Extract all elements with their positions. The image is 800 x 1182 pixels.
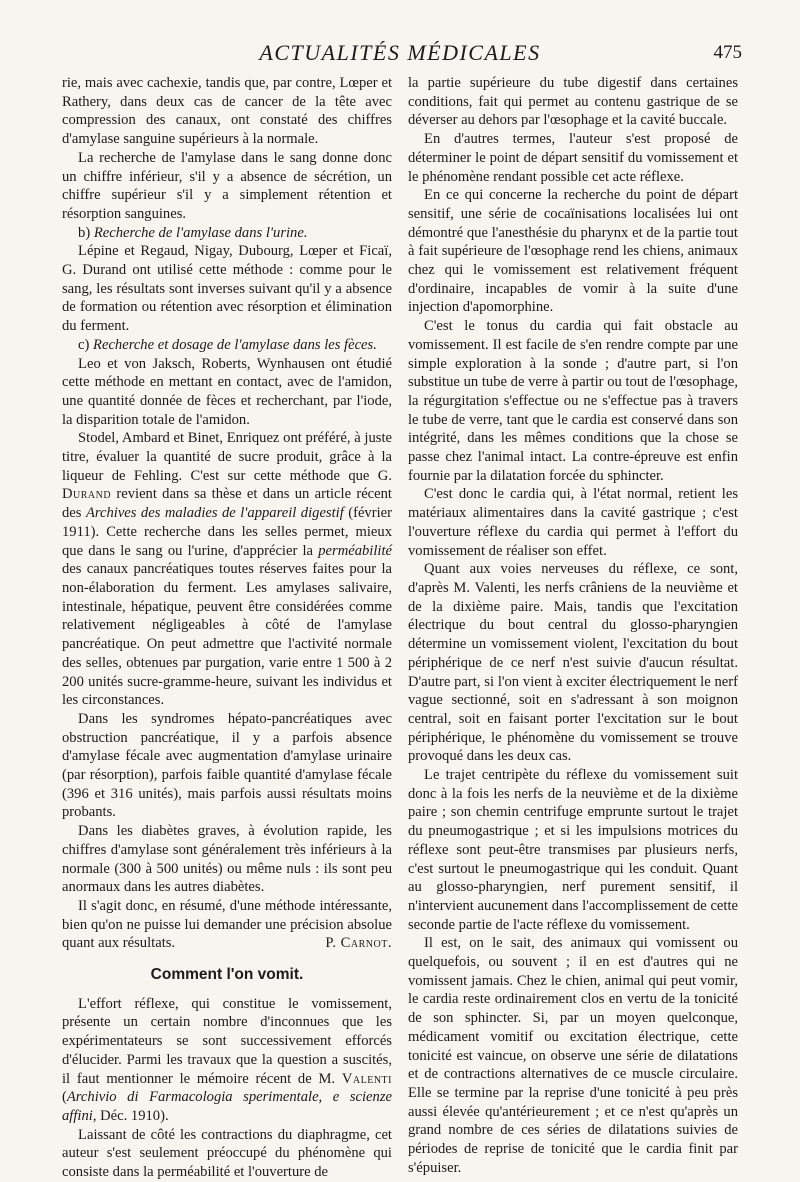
- emphasis: perméabilité: [318, 542, 392, 559]
- text-run: L'effort réflexe, qui constitue le vomissement, présente un certain nombre d'inconnues que les expérimentateurs se sont successivement efforcés d'élucider. Parmi les travaux que la question a suscités, il faut mentionner le mémoire récent de M.: [62, 995, 392, 1087]
- subsection-heading-c: [62, 336, 392, 355]
- right-column: [408, 74, 738, 1177]
- subsection-heading-b: [62, 224, 392, 243]
- subsection-label: c): [78, 336, 90, 353]
- paragraph: [62, 429, 392, 710]
- paragraph: Lépine et Regaud, Nigay, Dubourg, Lœper et Ficaï, G. Durand ont utilisé cette méthode : comme pour le sang, les résultats sont inverses suivant qu'il y a absence de formation ou rétention avec résorption et élimination du ferment.: [62, 243, 392, 335]
- text-run: , Déc. 1910).: [92, 1107, 169, 1124]
- paragraph: Il est, on le sait, des animaux qui vomissent ou quelquefois, ou souvent ; il en est d'autres qui ne vomissent jamais. Chez le chien, animal qui peut vomir, le cardia reste ordinairement clos en vertu de la tonicité de son sphincter. Si, par un moyen quelconque, médicament vomitif ou excitation électrique, cette tonicité est vaincue, on observe une série de dilatations et de contractions alternatives de ce muscle circulaire. Elle se termine par la reprise d'une tonicité à peu près aussi élevée qu'antérieurement ; et ce n'est qu'après un grand nombre de ces séries de dilatations suivies de périodes de reprise de tonicité que le cardia finit par s'épuiser.: [408, 935, 738, 1176]
- text-run: (: [62, 1089, 67, 1106]
- subsection-title: Recherche et dosage de l'amylase dans les fèces.: [93, 336, 377, 353]
- paragraph: [62, 995, 392, 1126]
- author-name: Durand: [62, 486, 112, 503]
- paragraph: Quant aux voies nerveuses du réflexe, ce sont, d'après M. Valenti, les nerfs crâniens de la neuvième et de la dixième paire. Mais, tandis que l'excitation électrique du bout central du glosso-pharyngien détermine un vomissement violent, l'excitation du bout périphérique de ce nerf n'est suivie d'aucun résultat. D'autre part, si l'on vient à exciter électriquement le nerf vague sectionné, soit en s'adressant à son moignon central, soit en faisant porter l'excitation sur le bout périphérique, le phénomène du vomissement se trouve provoqué dans les deux cas.: [408, 561, 738, 765]
- running-title: ACTUALITÉS MÉDICALES: [259, 40, 541, 65]
- paragraph: C'est le tonus du cardia qui fait obstacle au vomissement. Il est facile de s'en rendre compte par une simple exploration à la sonde ; d'autre part, si l'on substitue un tube de verre à partir ou tout de l'œsophage, la régurgitation s'effectue ou ne s'effectue pas à travers le tube de verre, tant que le cardia est conservé dans son intégrité, dans les mêmes conditions que la chose se passe chez l'animal intact. La contre-épreuve est enfin fournie par la dilatation forcée du sphincter.: [408, 318, 738, 484]
- text-run: Stodel, Ambard et Binet, Enriquez ont préféré, à juste titre, évaluer la quantité de sucre produit, grâce à la liqueur de Fehling. C'est sur cette méthode que G.: [62, 430, 392, 484]
- paragraph: rie, mais avec cachexie, tandis que, par contre, Lœper et Rathery, dans deux cas de cancer de la tête avec compression des canaux, ont constaté des chiffres d'amylase sanguine supérieurs à la normale.: [62, 75, 392, 148]
- text-run: revient dans sa thèse et dans un article récent des: [62, 486, 392, 522]
- page-number: 475: [713, 42, 742, 63]
- text-run: des canaux pancréatiques toutes réserves faites pour la non-élaboration du ferment. Les amylases salivaire, intestinale, hépatique, peuvent être considérées comme relativement négligeables à côté de l'amylase pancréatique. On peut admettre que l'activité normale des selles, obtenues par purgation, varie entre 1 500 à 2 200 unités sucre-gramme-heure, suivant les individus et les circonstances.: [62, 561, 392, 709]
- subsection-title: Recherche de l'amylase dans l'urine.: [93, 224, 308, 241]
- paragraph: Laissant de côté les contractions du diaphragme, cet auteur s'est seulement préoccupé du phénomène qui consiste dans la perméabilité et l'ouverture de: [62, 1126, 392, 1181]
- section-heading: Comment l'on vomit.: [150, 966, 304, 984]
- paragraph: Le trajet centripète du réflexe du vomissement suit donc à la fois les nerfs de la neuvième et de la dixième paire ; son chemin centrifuge emprunte surtout le trajet du pneumogastrique ; et si les impulsions motrices du réflexe sont peut-être transmises par plusieurs nerfs, c'est surtout le pneumogastrique qui les conduit. Quant au glosso-pharyngien, nerf purement sensitif, il n'intervient aucunement dans l'accomplissement de cette seconde partie de l'acte réflexe du vomissement.: [408, 767, 738, 933]
- author-name: Valenti: [341, 1070, 392, 1087]
- journal-title: Archives des maladies de l'appareil digestif: [85, 505, 344, 522]
- paragraph: Dans les diabètes graves, à évolution rapide, les chiffres d'amylase sont généralement très inférieurs à la normale (300 à 500 unités) ou même nuls : ils sont peu anormaux dans les autres diabètes.: [62, 823, 392, 896]
- text-run: (février 1911). Cette recherche dans les selles permet, mieux que dans le sang ou l'urine, d'apprécier la: [62, 505, 392, 559]
- paragraph: Dans les syndromes hépato-pancréatiques avec obstruction pancréatique, il y a parfois absence d'amylase fécale avec augmentation d'amylase urinaire (par résorption), parfois faible quantité d'amylase fécale (396 et 316 unités), mais parfois aussi résultats moins probants.: [62, 710, 392, 821]
- paragraph: La recherche de l'amylase dans le sang donne donc un chiffre inférieur, s'il y a absence de sécrétion, un chiffre supérieur s'il y a simplement rétention et résorption sanguines.: [62, 149, 392, 222]
- paragraph: Leo et von Jaksch, Roberts, Wynhausen ont étudié cette méthode en mettant en contact, avec de l'amidon, une quantité donnée de fèces et recherchant, par l'iode, la disparition totale de l'amidon.: [62, 355, 392, 428]
- left-column: [62, 74, 392, 1182]
- paragraph: En ce qui concerne la recherche du point de départ sensitif, une série de cocaïnisations localisées lui ont démontré que l'anesthésie du pharynx et de la partie tout à fait supérieure de l'œsophage rend les chiens, animaux chez qui le vomissement est relativement fréquent d'ordinaire, incapables de vomir à la suite d'une injection d'apomorphine.: [408, 187, 738, 316]
- journal-title: Archivio di Farmacologia sperimentale, e scienze affini: [62, 1089, 392, 1124]
- paragraph: la partie supérieure du tube digestif dans certaines conditions, fait qui permet au contenu gastrique de se déverser au dehors par l'œsophage et la cavité buccale.: [408, 75, 738, 129]
- paragraph: C'est donc le cardia qui, à l'état normal, retient les matériaux alimentaires dans la cavité gastrique ; c'est l'ouverture réflexe du cardia qui permet à l'effort du vomissement de réaliser son effet.: [408, 486, 738, 559]
- paragraph: En d'autres termes, l'auteur s'est proposé de déterminer le point de départ sensitif du vomissement et le phénomène rendant possible cet acte réflexe.: [408, 131, 738, 185]
- text-run: Il s'agit donc, en résumé, d'une méthode intéressante, bien qu'on ne puisse lui demander une précision absolue quant aux résultats.: [62, 897, 392, 952]
- paragraph: [62, 897, 392, 953]
- subsection-label: b): [78, 224, 91, 241]
- signature: P. Carnot.: [325, 935, 392, 952]
